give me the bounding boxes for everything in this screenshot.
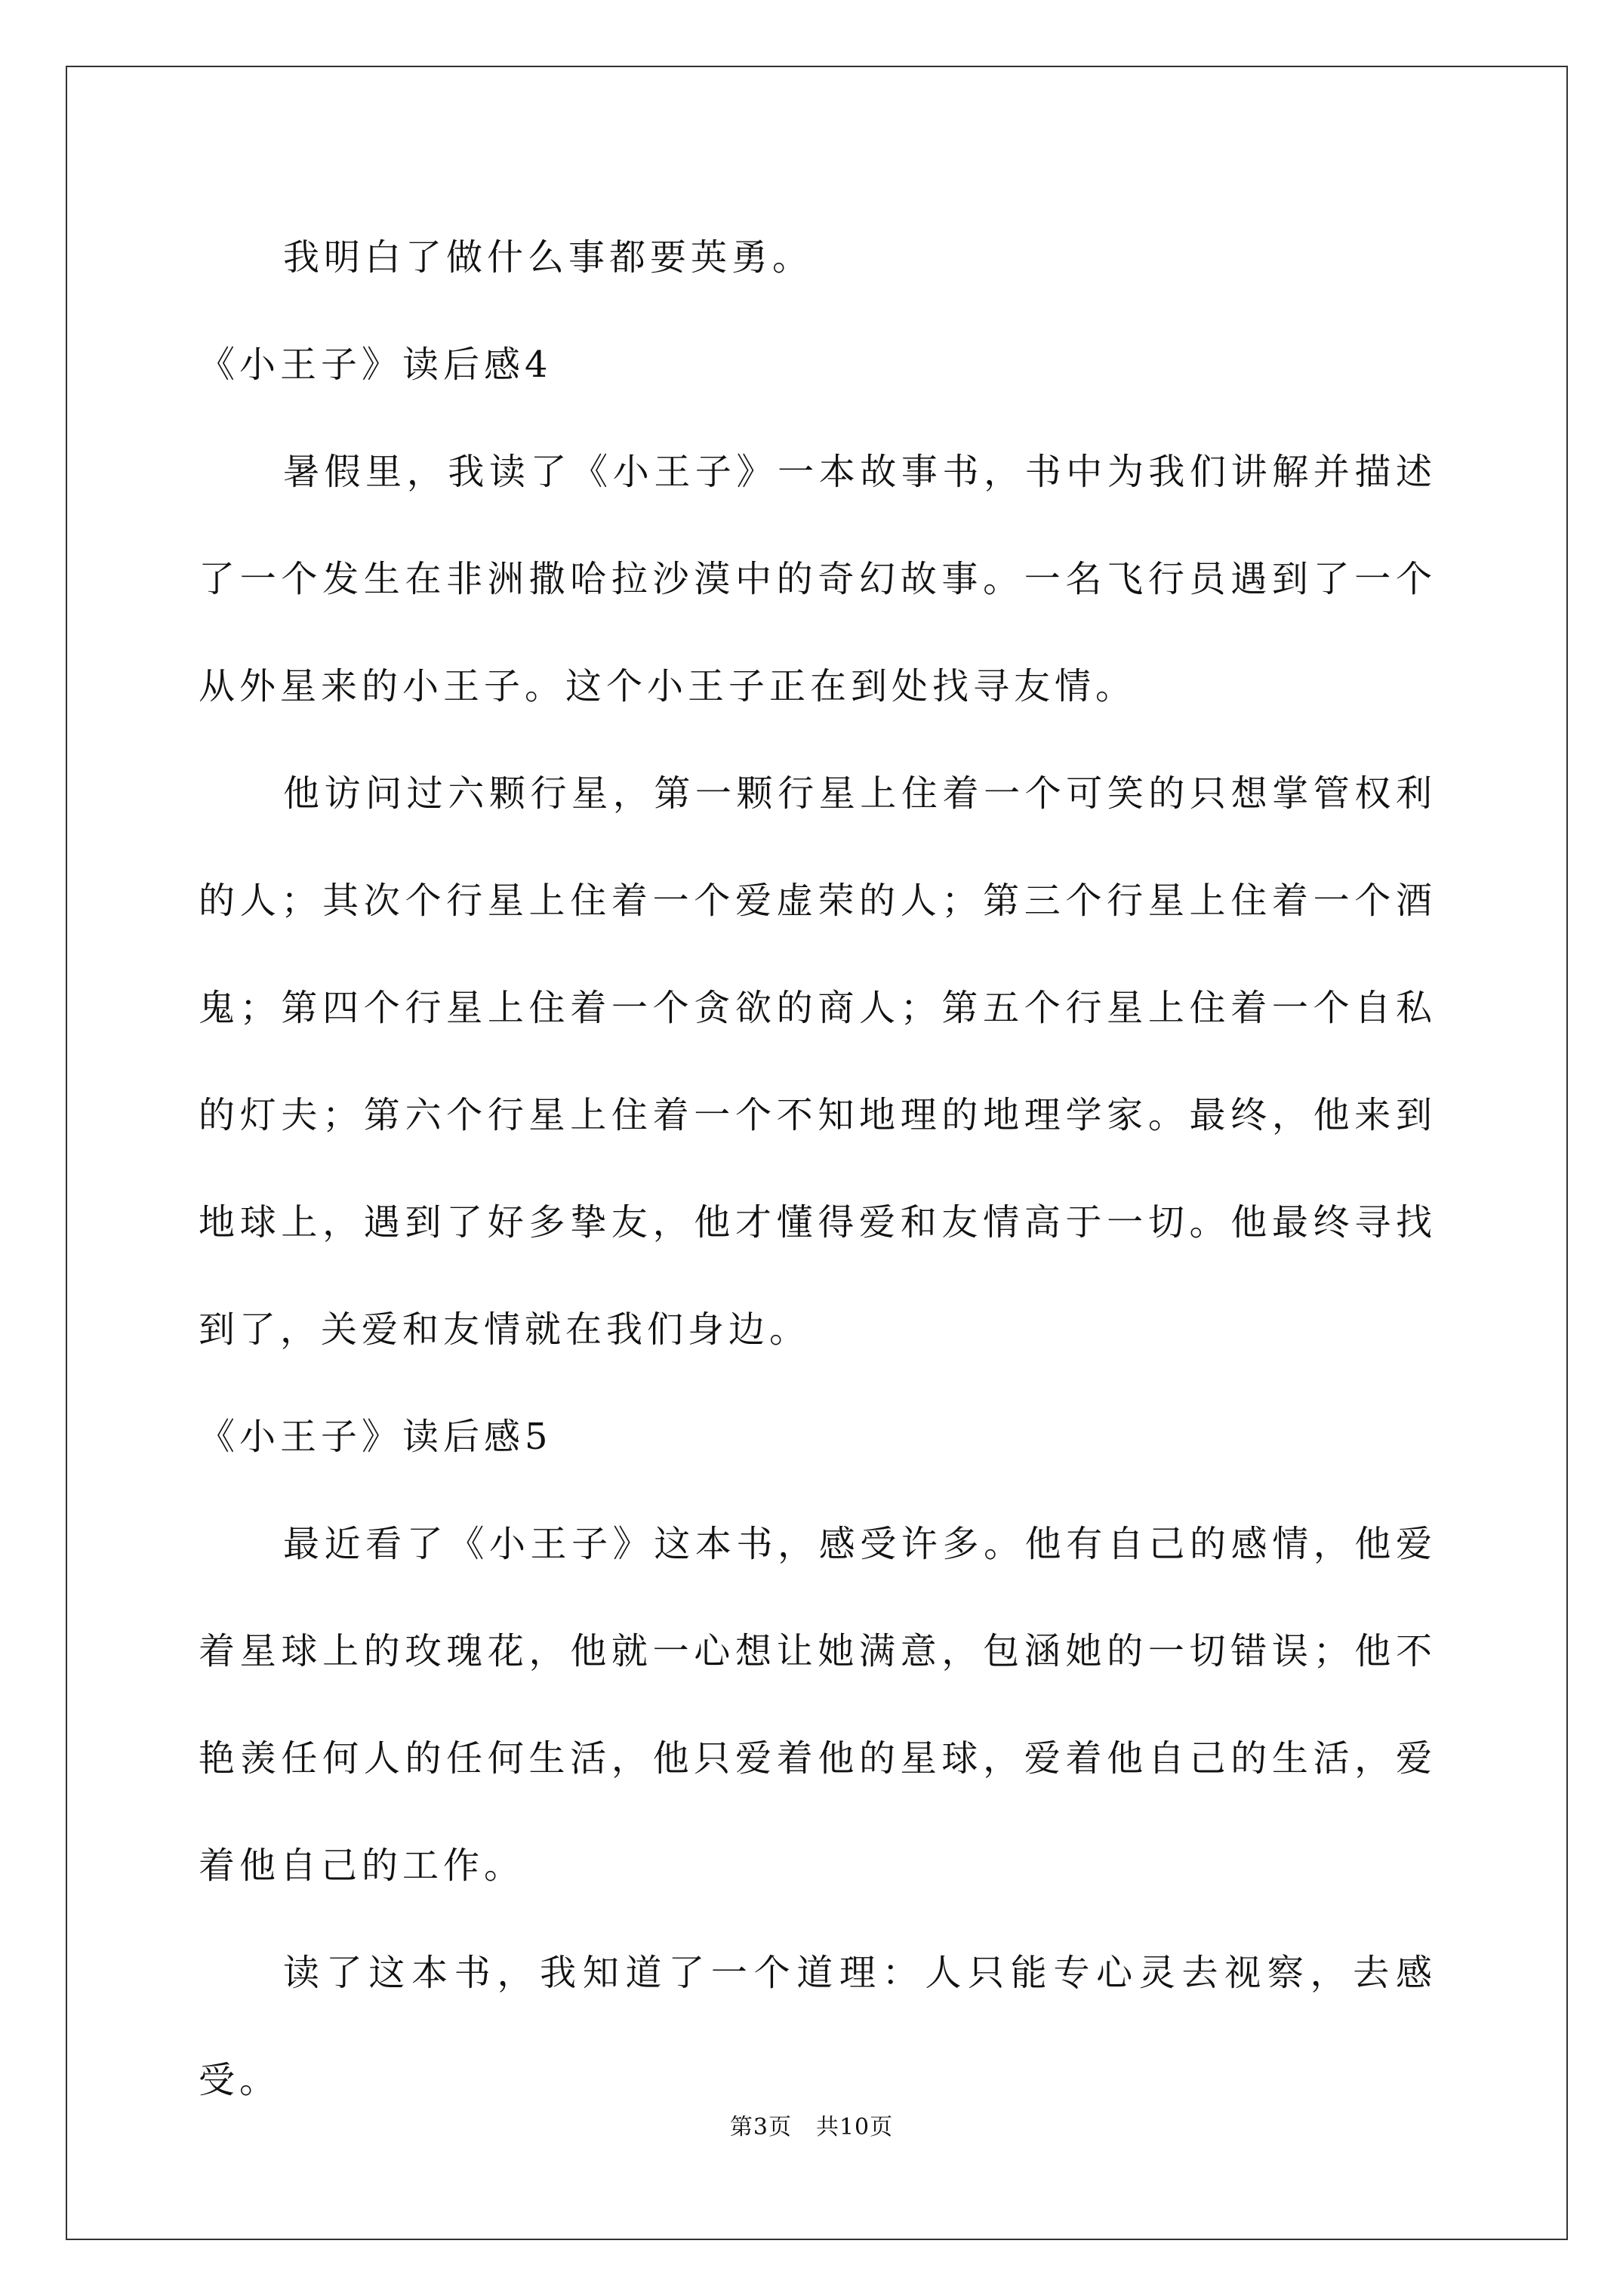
paragraph: 读了这本书，我知道了一个道理：人只能专心灵去视察，去感受。 xyxy=(199,1952,1437,2101)
document-body xyxy=(199,204,1437,2134)
paragraph: 我明白了做什么事都要英勇。 xyxy=(283,236,814,279)
section-heading: 《小王子》读后感5 xyxy=(199,1416,553,1458)
page-number: 第3页 xyxy=(729,2114,792,2140)
page-footer xyxy=(0,2113,1623,2143)
page-total: 共10页 xyxy=(815,2114,894,2140)
paragraph: 最近看了《小王子》这本书，感受许多。他有自己的感情，他爱着星球上的玫瑰花，他就一心想让她满意，包涵她的一切错误；他不艳羡任何人的任何生活，他只爱着他的星球，爱着他自己的生活，爱着他自己的工作。 xyxy=(199,1523,1437,1887)
paragraph: 暑假里，我读了《小王子》一本故事书，书中为我们讲解并描述了一个发生在非洲撒哈拉沙漠中的奇幻故事。一名飞行员遇到了一个从外星来的小王子。这个小王子正在到处找寻友情。 xyxy=(199,451,1437,707)
paragraph: 他访问过六颗行星，第一颗行星上住着一个可笑的只想掌管权利的人；其次个行星上住着一个爱虚荣的人；第三个行星上住着一个酒鬼；第四个行星上住着一个贪欲的商人；第五个行星上住着一个自私的灯夫；第六个行星上住着一个不知地理的地理学家。最终，他来到地球上，遇到了好多挚友，他才懂得爱和友情高于一切。他最终寻找到了，关爱和友情就在我们身边。 xyxy=(199,772,1437,1351)
section-heading: 《小王子》读后感4 xyxy=(199,344,553,386)
